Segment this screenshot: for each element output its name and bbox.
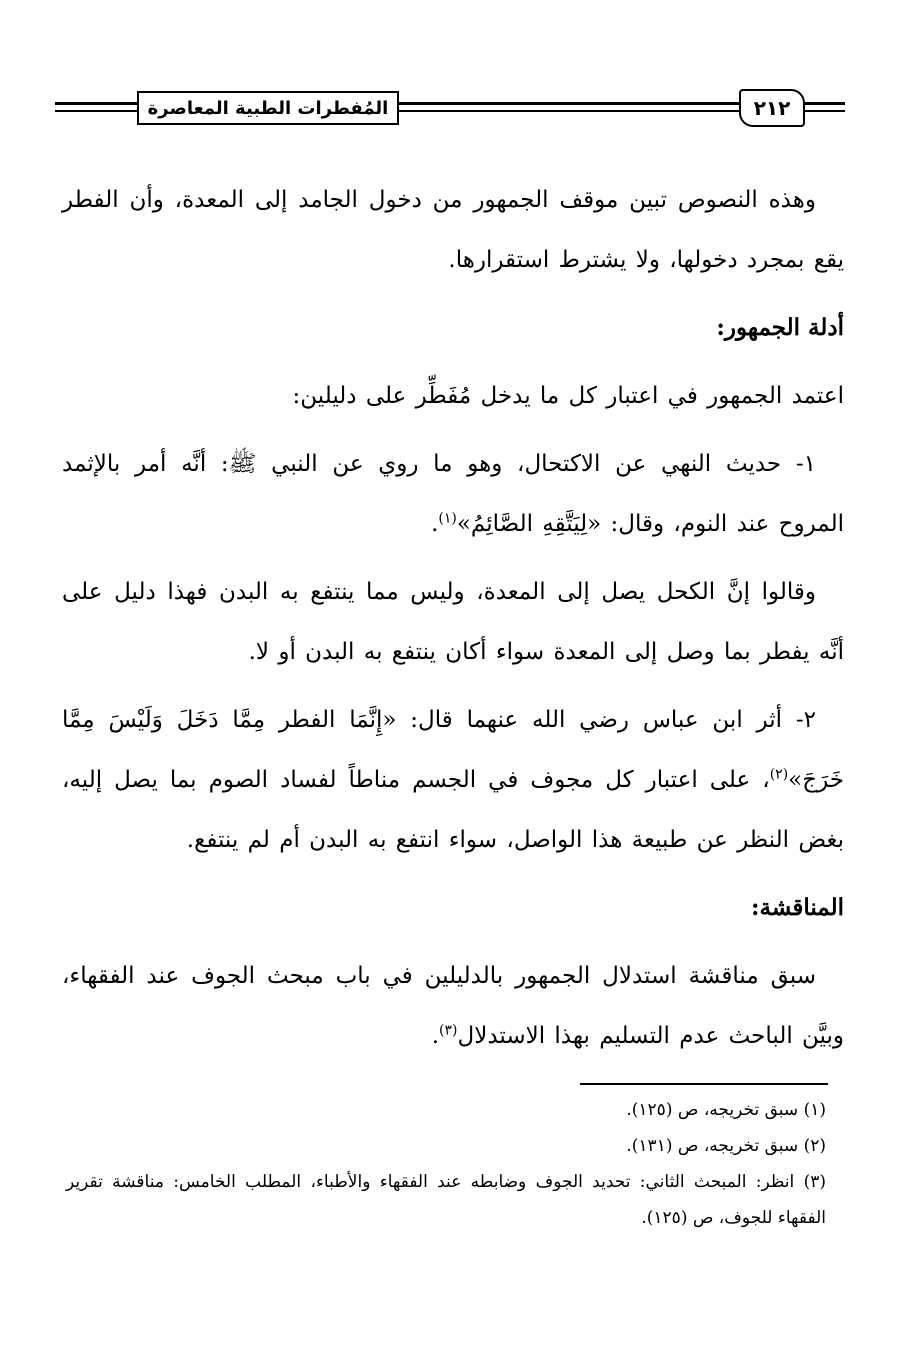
book-title: المُفطرات الطبية المعاصرة bbox=[137, 91, 399, 125]
footnote-2: (٢) سبق تخريجه، ص (١٣١). bbox=[626, 1136, 826, 1156]
ibn-abbas-explanation: ، على اعتبار كل مجوف في الجسم مناطاً لفساد الصوم بما يصل إليه، بغض النظر عن طبيعة هذا الواصل، سواء انتفع به البدن أم لم ينتفع. bbox=[62, 767, 844, 853]
header-rule-left-bottom bbox=[55, 110, 137, 112]
header-rule-right-top bbox=[805, 102, 845, 105]
page-number: ٢١٢ bbox=[739, 89, 805, 127]
footnote-3: (٣) انظر: المبحث الثاني: تحديد الجوف وضابطه عند الفقهاء والأطباء، المطلب الخامس: مناقشة تقرير الفقهاء للجوف، ص (١٢٥). bbox=[66, 1172, 826, 1228]
header-rule-right-bottom bbox=[805, 110, 845, 112]
footnote-ref-2: (٢) bbox=[769, 766, 789, 783]
heading-evidence: أدلة الجمهور: bbox=[716, 314, 844, 341]
hadith-end: . bbox=[431, 511, 439, 537]
paragraph-intro: وهذه النصوص تبين موقف الجمهور من دخول الجامد إلى المعدة، وأن الفطر يقع بمجرد دخولها، ولا يشترط استقرارها. bbox=[62, 187, 844, 273]
discussion-text: سبق مناقشة استدلال الجمهور بالدليلين في باب مبحث الجوف عند الفقهاء، وبيَّن الباحث عدم التسليم بهذا الاستدلال bbox=[62, 963, 844, 1049]
heading-discussion: المناقشة: bbox=[751, 894, 844, 921]
paragraph-hadith bbox=[62, 434, 844, 554]
header-rule-middle-bottom bbox=[399, 110, 739, 112]
hadith-text: ١- حديث النهي عن الاكتحال، وهو ما روي عن النبي ﷺ: أنَّه أمر بالإثمد المروح عند النوم، وقال: «لِيَتَّقِهِ الصَّائِمُ» bbox=[62, 451, 844, 537]
paragraph-ibn-abbas bbox=[62, 690, 844, 870]
footnotes bbox=[66, 1092, 826, 1236]
paragraph-kohl: وقالوا إنَّ الكحل يصل إلى المعدة، وليس مما ينتفع به البدن فهذا دليل على أنَّه يفطر بما وصل إلى المعدة سواء أكان ينتفع به البدن أو لا. bbox=[62, 579, 844, 665]
footnote-1: (١) سبق تخريجه، ص (١٢٥). bbox=[626, 1100, 826, 1120]
main-text bbox=[62, 170, 844, 1074]
discussion-end: . bbox=[431, 1023, 440, 1049]
paragraph-discussion bbox=[62, 946, 844, 1066]
paragraph-two-evidences: اعتمد الجمهور في اعتبار كل ما يدخل مُفَطِّر على دليلين: bbox=[292, 383, 844, 409]
footnote-ref-1: (١) bbox=[438, 510, 457, 527]
header-rule-middle-top bbox=[399, 102, 739, 105]
footnote-ref-3: (٣) bbox=[439, 1022, 458, 1039]
running-header bbox=[55, 85, 845, 135]
ibn-abbas-quote: ٢- أثر ابن عباس رضي الله عنهما قال: «إِنَّمَا الفطر مِمَّا دَخَلَ وَلَيْسَ مِمَّا خَرَجَ» bbox=[62, 707, 844, 793]
footnote-separator bbox=[580, 1083, 828, 1085]
header-rule-left-top bbox=[55, 102, 137, 105]
